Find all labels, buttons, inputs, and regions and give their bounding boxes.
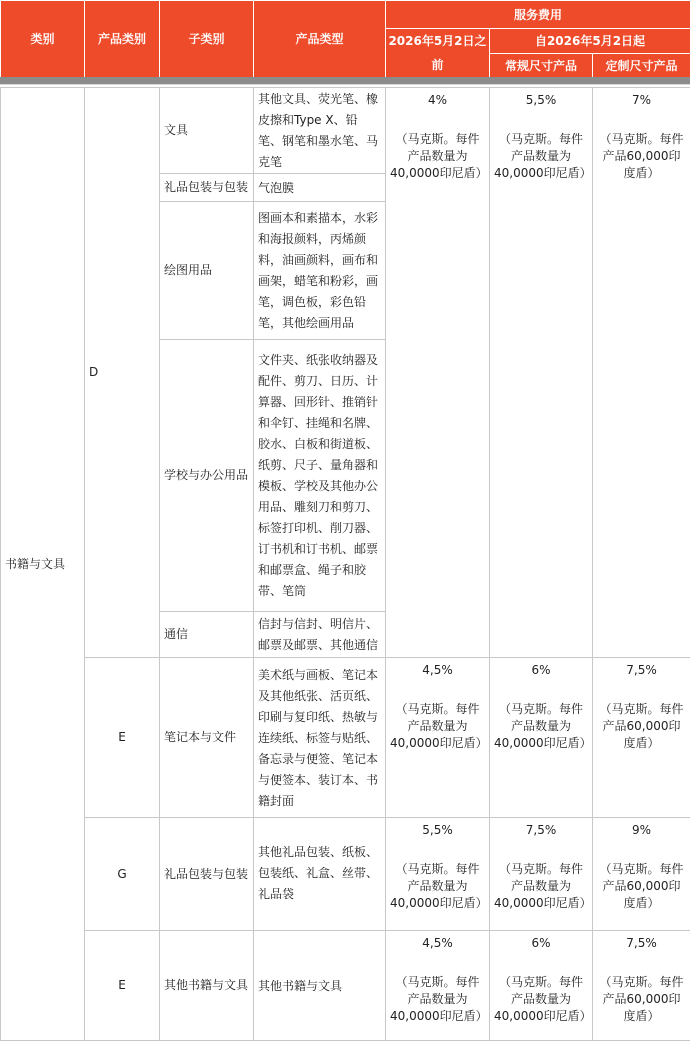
product-type-cell: 美术纸与画板、笔记本及其他纸张、活页纸、印刷与复印纸、热敏与连续纸、标签与贴纸、备忘录与便签、笔记本与便签本、装订本、书籍封面	[254, 658, 386, 818]
header-product-type: 产品类型	[254, 1, 386, 78]
fee-custom-cell	[593, 818, 690, 931]
fee-table-body	[0, 87, 690, 1041]
fee-custom-cell	[593, 931, 690, 1041]
subcategory-cell: 礼品包装与包装	[160, 818, 254, 931]
product-category-cell: E	[85, 931, 160, 1041]
fee-percent: 5,5%	[490, 90, 592, 110]
product-category-cell: G	[85, 818, 160, 931]
subcategory-cell: 绘图用品	[160, 202, 254, 340]
fee-custom-cell	[593, 88, 690, 658]
header-divider	[0, 77, 690, 85]
header-product-category: 产品类别	[85, 1, 160, 78]
subcategory-cell: 学校与办公用品	[160, 340, 254, 612]
fee-note: （马克斯。每件产品数量为40,0000印尼盾）	[386, 974, 489, 1025]
product-type-cell: 气泡膜	[254, 174, 386, 202]
fee-percent: 6%	[490, 660, 592, 680]
fee-percent: 7,5%	[490, 820, 592, 840]
fee-note: （马克斯。每件产品数量为40,0000印尼盾）	[386, 131, 489, 182]
fee-custom-cell	[593, 658, 690, 818]
header-custom-size: 定制尺寸产品	[593, 54, 690, 78]
fee-note: （马克斯。每件产品数量为40,0000印尼盾）	[490, 861, 592, 912]
product-type-cell: 其他礼品包装、纸板、包装纸、礼盒、丝带、礼品袋	[254, 818, 386, 931]
product-type-cell: 信封与信封、明信片、邮票及邮票、其他通信	[254, 612, 386, 658]
fee-percent: 4,5%	[386, 933, 489, 953]
header-service-fee: 服务费用	[386, 1, 690, 29]
product-type-cell: 文件夹、纸张收纳器及配件、剪刀、日历、计算器、回形针、推销针和伞钉、挂绳和名牌、胶水、白板和街道板、纸剪、尺子、量角器和模板、学校及其他办公用品、雕刻刀和剪刀、标签打印机、削刀器、订书机和订书机、邮票和邮票盒、绳子和胶带、笔筒	[254, 340, 386, 612]
fee-percent: 7,5%	[593, 660, 690, 680]
fee-before-cell	[386, 818, 490, 931]
fee-percent: 7%	[593, 90, 690, 110]
fee-note: （马克斯。每件产品数量为40,0000印尼盾）	[386, 701, 489, 752]
fee-note: （马克斯。每件产品60,000印度盾）	[593, 974, 690, 1025]
fee-note: （马克斯。每件产品数量为40,0000印尼盾）	[386, 861, 489, 912]
fee-percent: 7,5%	[593, 933, 690, 953]
table-row	[1, 88, 690, 174]
table-row	[1, 818, 690, 931]
subcategory-cell: 其他书籍与文具	[160, 931, 254, 1041]
subcategory-cell: 礼品包装与包装	[160, 174, 254, 202]
fee-note: （马克斯。每件产品60,000印度盾）	[593, 701, 690, 752]
fee-note: （马克斯。每件产品数量为40,0000印尼盾）	[490, 974, 592, 1025]
product-type-cell: 其他书籍与文具	[254, 931, 386, 1041]
fee-note: （马克斯。每件产品数量为40,0000印尼盾）	[490, 701, 592, 752]
fee-note: （马克斯。每件产品数量为40,0000印尼盾）	[490, 131, 592, 182]
fee-regular-cell	[490, 818, 593, 931]
main-category-cell: 书籍与文具	[1, 88, 85, 1041]
fee-percent: 6%	[490, 933, 592, 953]
subcategory-cell: 笔记本与文件	[160, 658, 254, 818]
fee-note: （马克斯。每件产品60,000印度盾）	[593, 861, 690, 912]
fee-percent: 5,5%	[386, 820, 489, 840]
table-row	[1, 931, 690, 1041]
product-type-cell: 图画本和素描本，水彩和海报颜料，丙烯颜料，油画颜料，画布和画架，蜡笔和粉彩，画笔，调色板，彩色铅笔，其他绘画用品	[254, 202, 386, 340]
header-before-date: 2026年5月2日之前	[386, 29, 490, 78]
fee-before-cell	[386, 88, 490, 658]
fee-percent: 4,5%	[386, 660, 489, 680]
table-header	[0, 0, 690, 78]
fee-note: （马克斯。每件产品60,000印度盾）	[593, 131, 690, 182]
fee-percent: 9%	[593, 820, 690, 840]
table-row	[1, 658, 690, 818]
product-category-cell: E	[85, 658, 160, 818]
product-category-cell: D	[85, 88, 160, 658]
fee-percent: 4%	[386, 90, 489, 110]
product-type-cell: 其他文具、荧光笔、橡皮擦和Type X、铅笔、钢笔和墨水笔、马克笔	[254, 88, 386, 174]
subcategory-cell: 通信	[160, 612, 254, 658]
fee-regular-cell	[490, 88, 593, 658]
fee-regular-cell	[490, 931, 593, 1041]
subcategory-cell: 文具	[160, 88, 254, 174]
fee-before-cell	[386, 658, 490, 818]
header-category: 类别	[1, 1, 85, 78]
header-regular-size: 常规尺寸产品	[490, 54, 593, 78]
fee-before-cell	[386, 931, 490, 1041]
header-subcategory: 子类别	[160, 1, 254, 78]
header-from-date: 自2026年5月2日起	[490, 29, 690, 54]
fee-regular-cell	[490, 658, 593, 818]
